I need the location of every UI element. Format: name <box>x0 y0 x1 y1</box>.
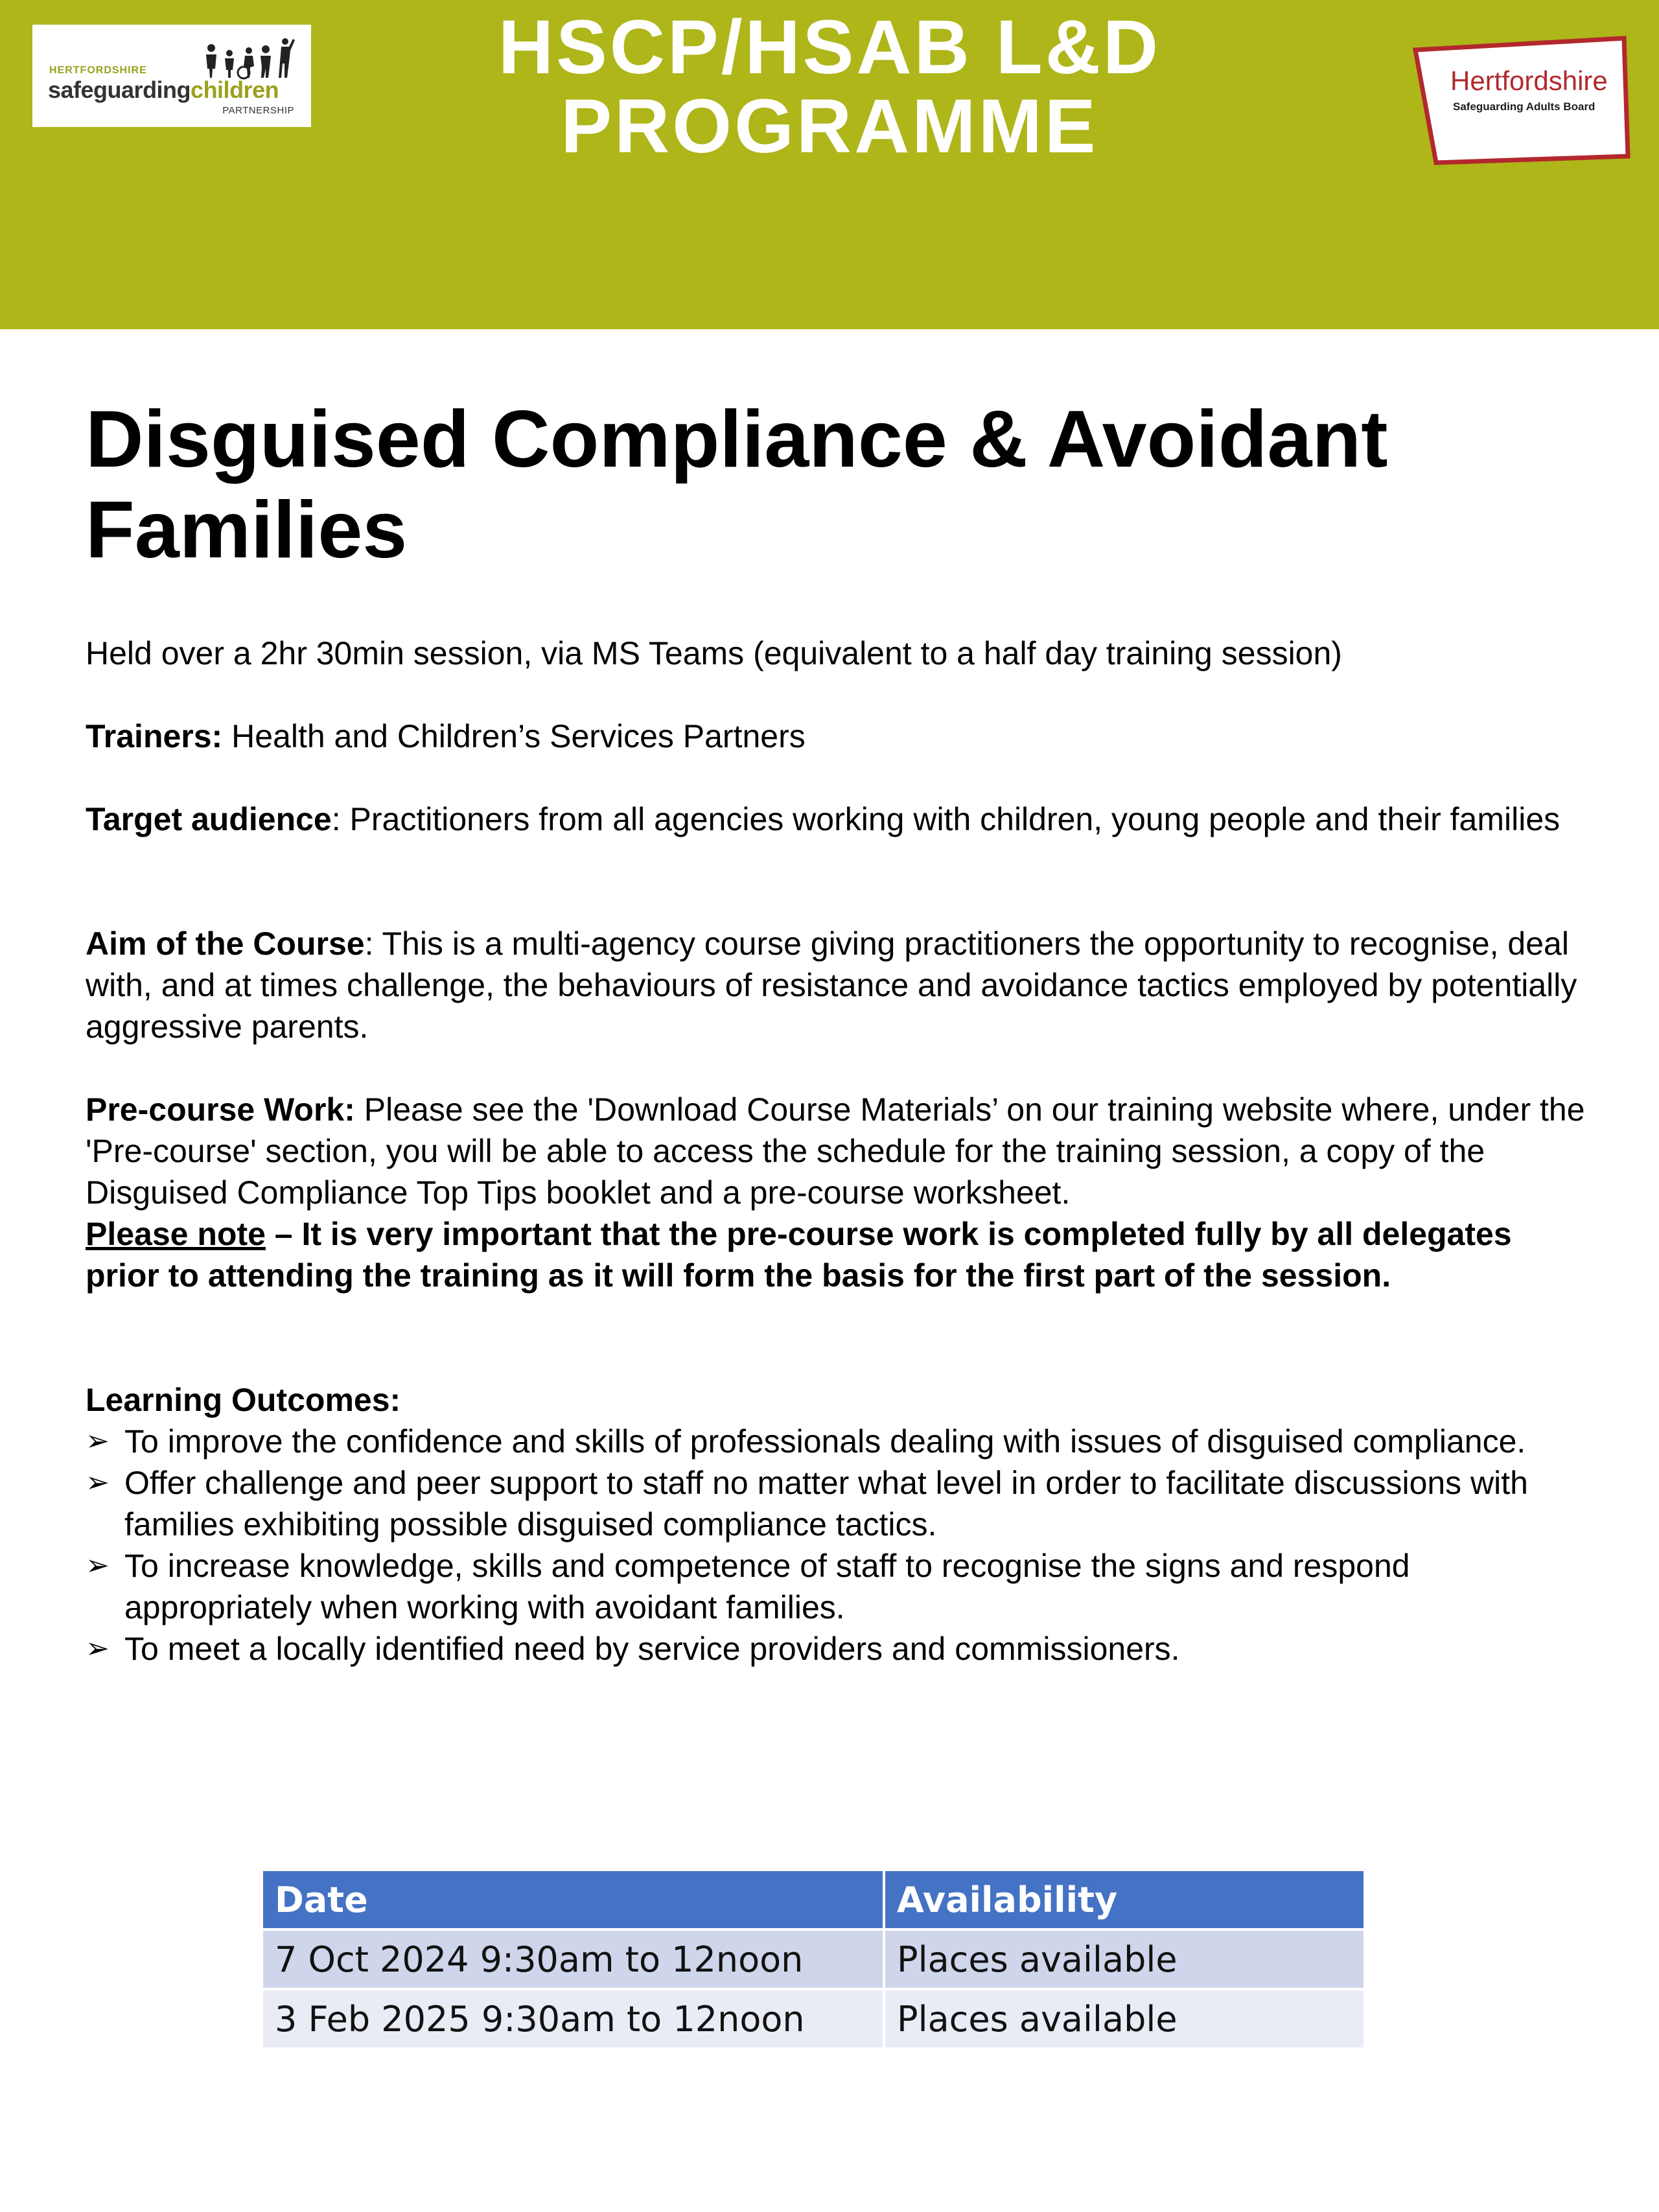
arrow-bullet-icon: ➢ <box>86 1550 110 1581</box>
learning-outcomes-heading: Learning Outcomes: <box>86 1382 401 1418</box>
precourse-paragraph <box>86 1089 1589 1213</box>
programme-title-line1: HSCP/HSAB L&D <box>498 5 1161 90</box>
target-audience-value: : Practitioners from all agencies working with children, young people and their families <box>331 801 1560 837</box>
table-row <box>263 1931 1363 1988</box>
column-header-date: Date <box>263 1871 883 1928</box>
hsab-logo-subtitle: Safeguarding Adults Board <box>1453 100 1595 113</box>
list-item <box>86 1545 1589 1628</box>
target-audience-label: Target audience <box>86 801 332 837</box>
trainers-label: Trainers: <box>86 718 223 754</box>
important-note-label: Please note <box>86 1216 266 1252</box>
precourse-label: Pre-course Work: <box>86 1091 355 1128</box>
course-title-line1: Disguised Compliance & Avoidant <box>86 395 1388 484</box>
logo-word-safeguarding: safeguarding <box>48 76 191 103</box>
arrow-bullet-icon: ➢ <box>86 1633 110 1664</box>
learning-outcomes-list <box>86 1421 1589 1670</box>
important-note-value: – It is very important that the pre-course work is completed fully by all delegates prior to attending the training as it will form the basis for the first part of the session. <box>86 1216 1512 1294</box>
table-header-row <box>263 1871 1363 1928</box>
arrow-bullet-icon: ➢ <box>86 1467 110 1498</box>
logo-county-text: HERTFORDSHIRE <box>49 65 147 76</box>
session-dates-table <box>261 1869 1366 2050</box>
course-aim-paragraph <box>86 923 1589 1047</box>
course-title-line2: Families <box>86 485 408 575</box>
course-title <box>86 394 1576 576</box>
hsab-logo-name: Hertfordshire <box>1450 65 1608 96</box>
list-item <box>86 1421 1589 1462</box>
outcome-text: To meet a locally identified need by service providers and commissioners. <box>124 1631 1180 1667</box>
trainers-value: Health and Children’s Services Partners <box>222 718 806 754</box>
course-aim-label: Aim of the Course <box>86 926 365 962</box>
course-aim-value: : This is a multi-agency course giving practitioners the opportunity to recognise, deal with, and at times challenge, the behaviours of resistance and avoidance tactics employed by potentially aggressive parents. <box>86 926 1577 1045</box>
session-availability-cell: Places available <box>885 1931 1363 1988</box>
target-audience-paragraph <box>86 798 1589 840</box>
outcome-text: Offer challenge and peer support to staff no matter what level in order to facilitate discussions with families exhibiting possible disguised compliance tactics. <box>124 1465 1528 1543</box>
programme-title <box>0 5 1659 169</box>
programme-title-line2: PROGRAMME <box>561 84 1098 169</box>
table-row <box>263 1990 1363 2047</box>
session-date-cell: 3 Feb 2025 9:30am to 12noon <box>263 1990 883 2047</box>
logo-partnership-text: PARTNERSHIP <box>222 105 294 116</box>
trainers-paragraph <box>86 716 1589 757</box>
outcome-text: To improve the confidence and skills of professionals dealing with issues of disguised compliance. <box>124 1423 1526 1460</box>
session-date-cell: 7 Oct 2024 9:30am to 12noon <box>263 1931 883 1988</box>
hsab-logo <box>1411 36 1632 165</box>
column-header-availability: Availability <box>885 1871 1363 1928</box>
important-note <box>86 1213 1589 1296</box>
list-item <box>86 1628 1589 1670</box>
precourse-value: Please see the 'Download Course Materials’ on our training website where, under the 'Pre-course' section, you will be able to access the schedule for the training session, a copy of the Disguised Compliance Top Tips booklet and a pre-course worksheet. <box>86 1091 1585 1211</box>
logo-word-children: children <box>191 76 279 103</box>
outcome-text: To increase knowledge, skills and competence of staff to recognise the signs and respond appropriately when working with avoidant families. <box>124 1548 1410 1625</box>
header-band <box>0 0 1659 329</box>
session-format-text: Held over a 2hr 30min session, via MS Teams (equivalent to a half day training session) <box>86 635 1342 671</box>
arrow-bullet-icon: ➢ <box>86 1425 110 1457</box>
session-availability-cell: Places available <box>885 1990 1363 2047</box>
list-item <box>86 1462 1589 1545</box>
